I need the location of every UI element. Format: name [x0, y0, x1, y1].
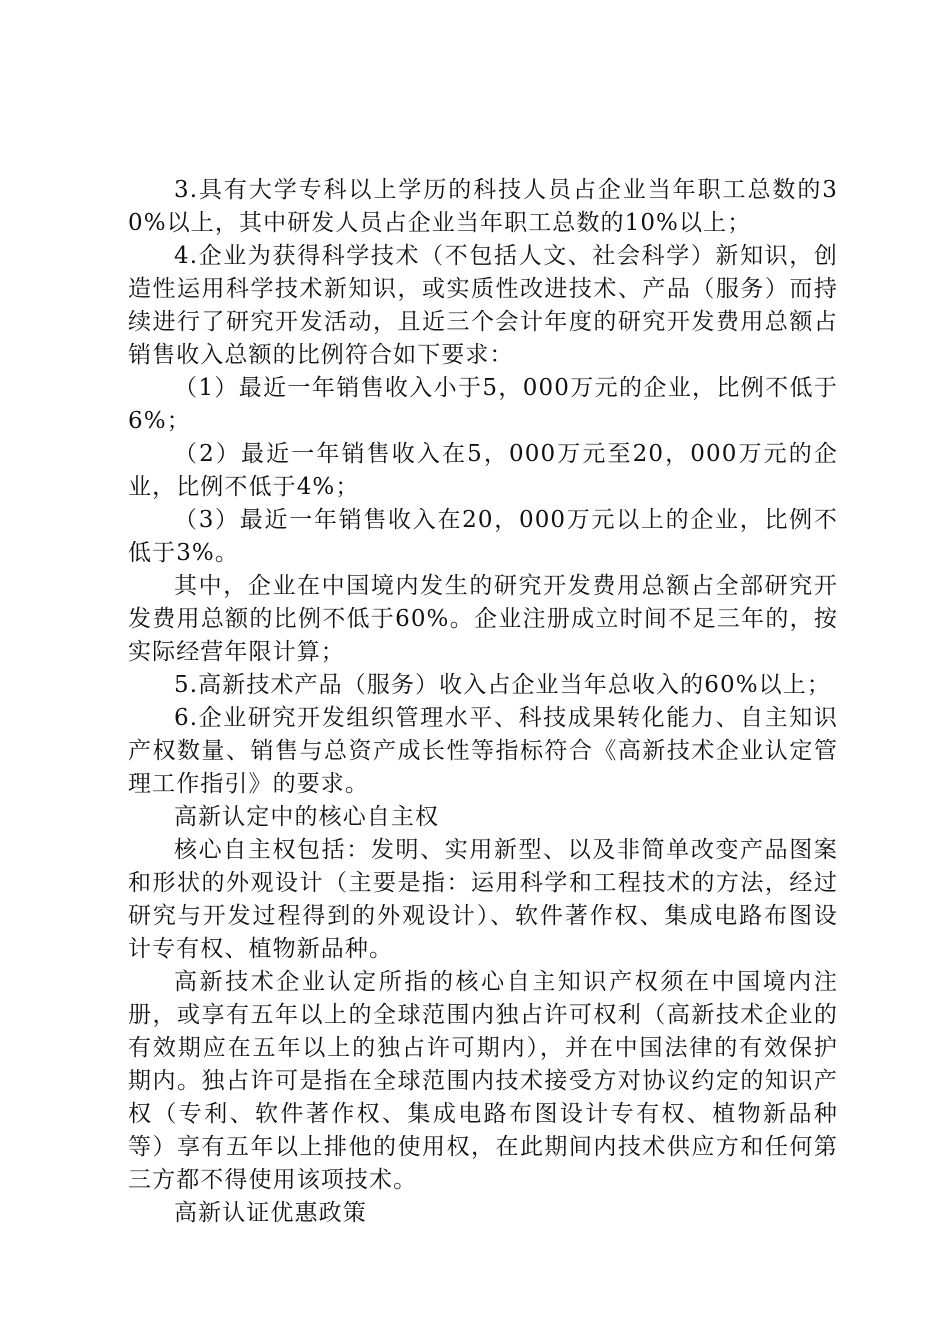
paragraph-item-5: 5.高新技术产品（服务）收入占企业当年总收入的60%以上； [174, 672, 831, 698]
paragraph-subitem-3: （3）最近一年销售收入在20，000万元以上的企业，比例不低于3%。 [128, 507, 838, 566]
paragraph-domestic-rd-ratio: 其中，企业在中国境内发生的研究开发费用总额占全部研究开发费用总额的比例不低于60%。企业注册成立时间不足三年的，按实际经营年限计算； [128, 573, 838, 665]
paragraph-item-6: 6.企业研究开发组织管理水平、科技成果转化能力、自主知识产权数量、销售与总资产成长性等指标符合《高新技术企业认定管理工作指引》的要求。 [128, 705, 838, 797]
section-heading-core-ip: 高新认定中的核心自主权 [174, 804, 440, 830]
paragraph-subitem-1: （1）最近一年销售收入小于5，000万元的企业，比例不低于6%； [128, 375, 838, 434]
paragraph-core-ip-definition: 核心自主权包括：发明、实用新型、以及非简单改变产品图案和形状的外观设计（主要是指：运用科学和工程技术的方法，经过研究与开发过程得到的外观设计）、软件著作权、集成电路布图设计专有权、植物新品种。 [128, 837, 838, 962]
section-heading-preferential-policy: 高新认证优惠政策 [174, 1200, 367, 1226]
paragraph-item-3: 3.具有大学专科以上学历的科技人员占企业当年职工总数的30%以上，其中研发人员占企业当年职工总数的10%以上； [128, 177, 838, 236]
paragraph-subitem-2: （2）最近一年销售收入在5，000万元至20，000万元的企业，比例不低于4%； [128, 441, 838, 500]
document-body [128, 174, 838, 1230]
paragraph-item-4: 4.企业为获得科学技术（不包括人文、社会科学）新知识，创造性运用科学技术新知识，或实质性改进技术、产品（服务）而持续进行了研究开发活动，且近三个会计年度的研究开发费用总额占销售收入总额的比例符合如下要求： [128, 243, 838, 368]
paragraph-core-ip-requirements: 高新技术企业认定所指的核心自主知识产权须在中国境内注册，或享有五年以上的全球范围内独占许可权利（高新技术企业的有效期应在五年以上的独占许可期内），并在中国法律的有效保护期内。独占许可是指在全球范围内技术接受方对协议约定的知识产权（专利、软件著作权、集成电路布图设计专有权、植物新品种等）享有五年以上排他的使用权，在此期间内技术供应方和任何第三方都不得使用该项技术。 [128, 969, 838, 1193]
